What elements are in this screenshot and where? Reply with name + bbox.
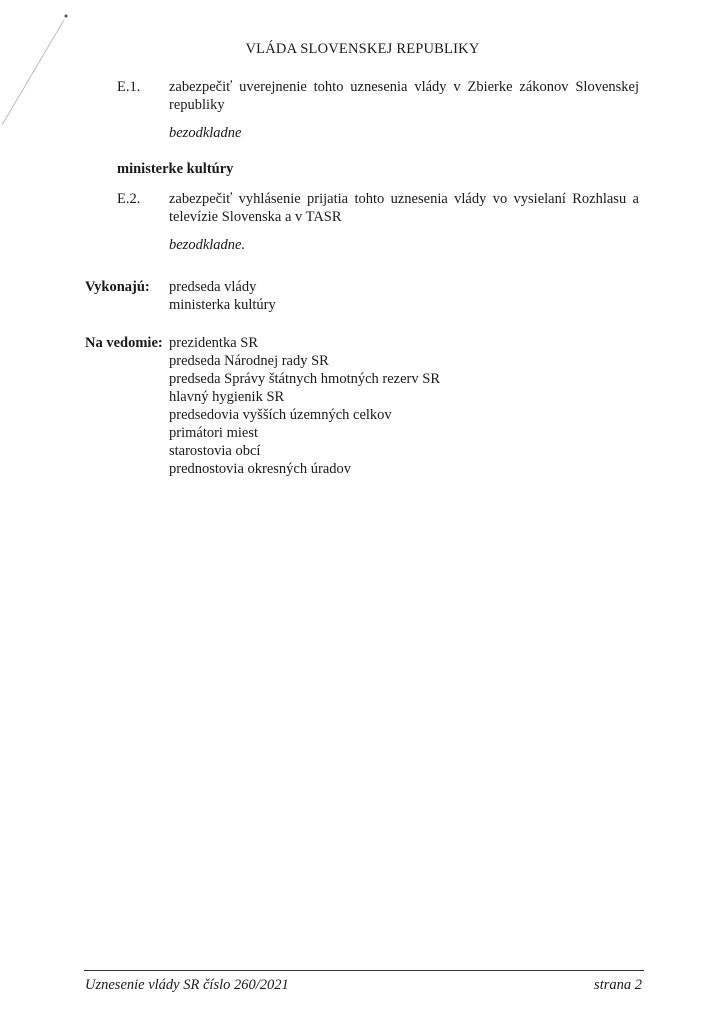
list-item: predsedovia vyšších územných celkov (169, 407, 392, 423)
item-e1-text: zabezpečiť uverejnenie tohto uznesenia vlády v Zbierke zákonov Slovenskej republiky (169, 79, 639, 113)
list-item: predseda vlády (169, 279, 257, 295)
na-vedomie-list (169, 334, 440, 478)
addressee-heading: ministerke kultúry (117, 161, 234, 177)
item-e2-text: zabezpečiť vyhlásenie prijatia tohto uznesenia vlády vo vysielaní Rozhlasu a televízie Slovenska a v TASR (169, 191, 639, 225)
footer-resolution-number: Uznesenie vlády SR číslo 260/2021 (85, 977, 289, 993)
vykonaju-list (169, 278, 276, 314)
item-e2-deadline: bezodkladne. (169, 237, 246, 253)
footer-page-number: strana 2 (594, 977, 642, 993)
list-item: predseda Národnej rady SR (169, 353, 329, 369)
list-item: hlavný hygienik SR (169, 389, 285, 405)
list-item: primátori miest (169, 425, 258, 441)
vykonaju-label: Vykonajú: (85, 279, 150, 295)
list-item: prezidentka SR (169, 335, 258, 351)
na-vedomie-label: Na vedomie: (85, 335, 163, 351)
item-e2-number: E.2. (117, 191, 141, 207)
list-item: predseda Správy štátnych hmotných rezerv SR (169, 371, 440, 387)
footer-divider (84, 970, 644, 971)
page-header: VLÁDA SLOVENSKEJ REPUBLIKY (245, 41, 480, 57)
list-item: ministerka kultúry (169, 297, 276, 313)
item-e1-deadline: bezodkladne (169, 125, 242, 141)
item-e1-number: E.1. (117, 79, 141, 95)
list-item: prednostovia okresných úradov (169, 461, 352, 477)
list-item: starostovia obcí (169, 443, 261, 459)
scan-edge-mark (0, 0, 80, 130)
